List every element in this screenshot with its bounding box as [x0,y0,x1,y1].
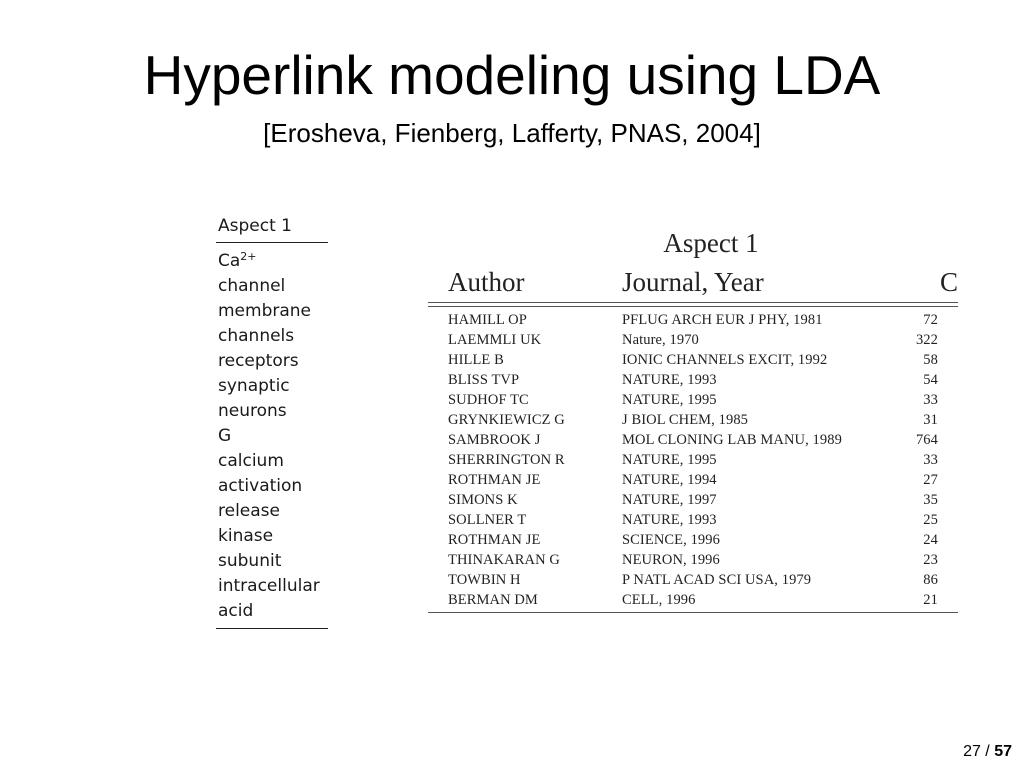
word-list-item: neurons [218,401,287,421]
count-cell: 21 [923,592,938,608]
count-cell: 31 [923,412,938,428]
table-row [428,570,958,590]
word-list-item [218,249,332,274]
count-cell: 25 [923,512,938,528]
count-cell: 24 [923,532,938,548]
count-cell: 322 [915,332,938,348]
word-list-item: channels [218,326,295,346]
table-row [428,450,958,470]
count-cell: 33 [923,392,938,408]
word-list-item: release [218,501,280,521]
table-row [428,550,958,570]
journal-year-cell: NATURE, 1995 [622,392,717,408]
word-list-item: kinase [218,526,274,546]
journal-year-cell: J BIOL CHEM, 1985 [622,412,749,428]
author-cell: SIMONS K [448,492,518,508]
table-row [428,530,958,550]
count-cell: 72 [923,312,938,328]
journal-year-cell: NATURE, 1993 [622,372,717,388]
table-row [428,310,958,330]
author-cell: SUDHOF TC [448,392,529,408]
table-bottom-rule [428,612,958,613]
table-row [428,390,958,410]
author-cell: HAMILL OP [448,312,527,328]
page-total: 57 [994,743,1012,760]
word-list-item: receptors [218,351,299,371]
table-caption: Aspect 1 [663,228,759,258]
count-cell: 764 [915,432,938,448]
word-list-item-superscript: 2+ [240,250,257,263]
author-cell: BLISS TVP [448,372,520,388]
count-cell: 58 [923,352,938,368]
journal-year-cell: MOL CLONING LAB MANU, 1989 [622,432,842,448]
word-list-item: synaptic [218,376,290,396]
column-header-journal-year: Journal, Year [622,267,764,297]
journal-year-cell: SCIENCE, 1996 [622,532,720,548]
table-row [428,490,958,510]
word-list-item: membrane [218,301,312,321]
slide-title: Hyperlink modeling using LDA [143,44,881,106]
journal-year-cell: NATURE, 1993 [622,512,717,528]
author-cell: THINAKARAN G [448,552,560,568]
author-cell: ROTHMAN JE [448,472,541,488]
author-cell: BERMAN DM [448,592,538,608]
count-cell: 54 [923,372,938,388]
word-list-item: G [218,426,232,446]
author-cell: ROTHMAN JE [448,532,541,548]
count-cell: 23 [923,552,938,568]
slide-subtitle: [Erosheva, Fienberg, Lafferty, PNAS, 2004] [263,118,761,148]
word-list-item: subunit [218,551,282,571]
table-row [428,470,958,490]
word-list-item-base: Ca [218,251,241,271]
count-cell: 33 [923,452,938,468]
journal-year-cell: NATURE, 1997 [622,492,717,508]
page-separator: / [980,743,995,760]
journal-year-cell: NATURE, 1994 [622,472,717,488]
journal-year-cell: PFLUG ARCH EUR J PHY, 1981 [622,312,823,328]
column-header-count: C [939,267,958,297]
author-cell: TOWBIN H [448,572,521,588]
word-list-item: calcium [218,451,284,471]
word-list-heading: Aspect 1 [218,216,292,236]
table-row [428,410,958,430]
journal-year-cell: Nature, 1970 [622,332,699,348]
author-cell: SAMBROOK J [448,432,541,448]
table-row [428,330,958,350]
aspect-word-list [216,214,332,629]
journal-year-cell: CELL, 1996 [622,592,696,608]
table-row [428,590,958,610]
table-row [428,370,958,390]
citation-table [428,226,958,613]
word-list-item: acid [218,601,254,621]
journal-year-cell: NATURE, 1995 [622,452,717,468]
table-row [428,430,958,450]
journal-year-cell: IONIC CHANNELS EXCIT, 1992 [622,352,828,368]
table-row [428,510,958,530]
count-cell: 27 [923,472,938,488]
table-header-row [428,264,958,298]
table-header-rule [428,302,958,307]
count-cell: 35 [923,492,938,508]
author-cell: SHERRINGTON R [448,452,565,468]
page-number [963,742,1012,762]
word-list-item: activation [218,476,303,496]
word-list-bottom-rule [216,628,328,629]
author-cell: LAEMMLI UK [448,332,542,348]
table-body [428,310,958,610]
word-list-item: intracellular [218,576,320,596]
column-header-author: Author [448,267,525,297]
author-cell: GRYNKIEWICZ G [448,412,565,428]
journal-year-cell: NEURON, 1996 [622,552,720,568]
author-cell: SOLLNER T [448,512,527,528]
author-cell: HILLE B [448,352,504,368]
word-list-item: channel [218,276,286,296]
journal-year-cell: P NATL ACAD SCI USA, 1979 [622,572,812,588]
table-row [428,350,958,370]
word-list [216,243,332,628]
page-current: 27 [963,743,981,760]
count-cell: 86 [923,572,938,588]
